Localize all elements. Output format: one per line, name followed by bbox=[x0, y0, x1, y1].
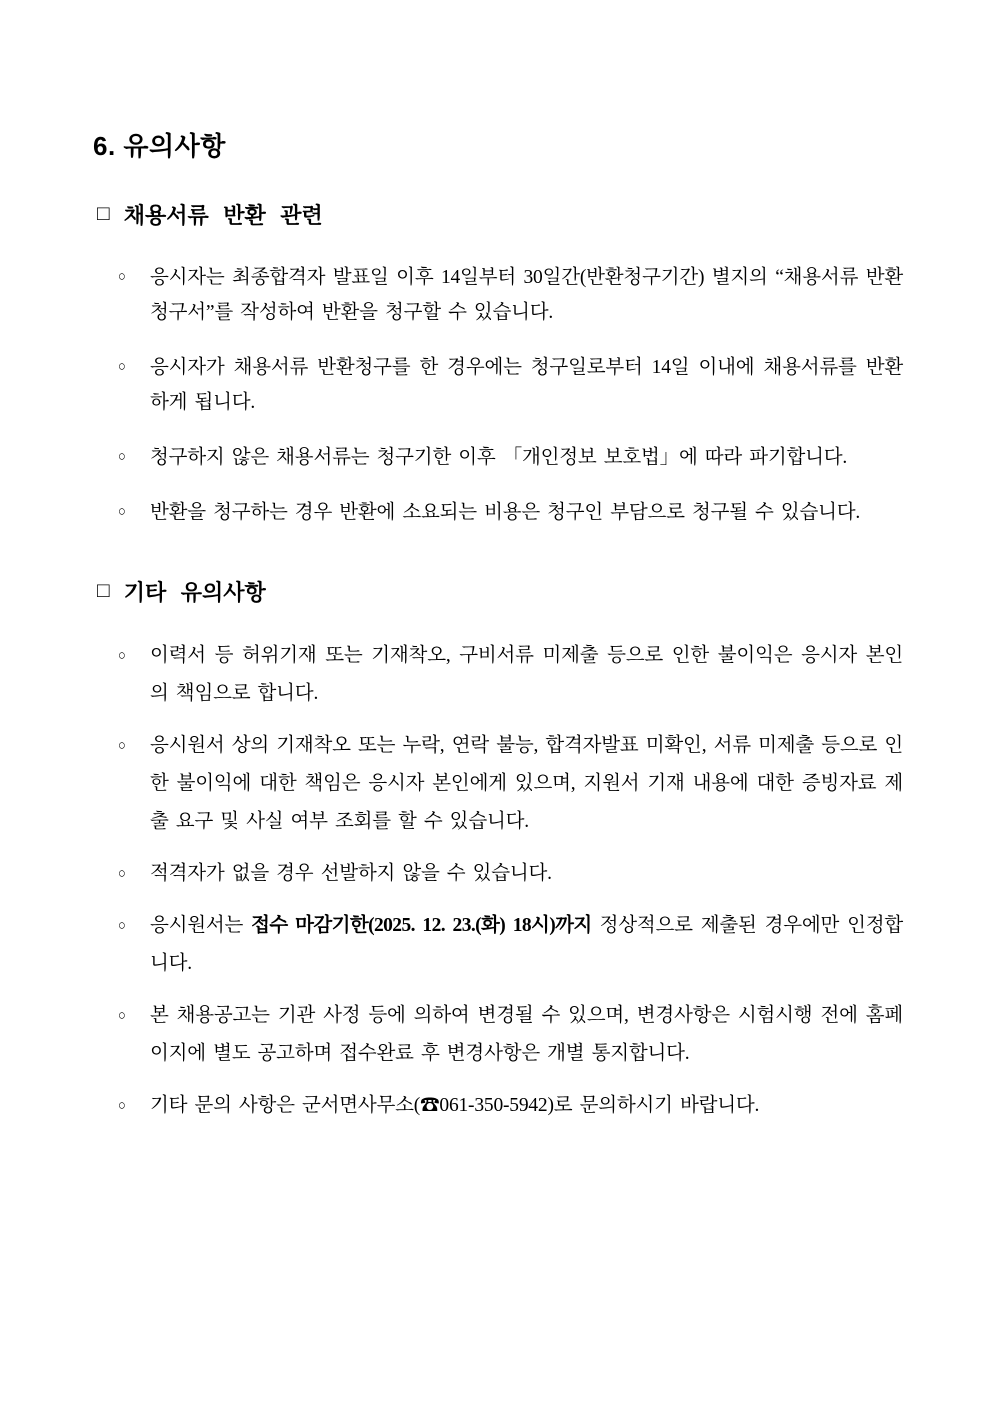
circle-bullet-icon: ○ bbox=[118, 918, 126, 934]
text-segment: 응시원서는 bbox=[150, 915, 252, 936]
section-heading-other-notes bbox=[97, 576, 903, 607]
circle-bullet-icon: ○ bbox=[118, 738, 126, 754]
list-item-text: 청구하지 않은 채용서류는 청구기한 이후 「개인정보 보호법」에 따라 파기합니다. bbox=[150, 447, 848, 468]
circle-bullet-icon: ○ bbox=[118, 449, 126, 465]
square-marker-icon: □ bbox=[97, 578, 110, 602]
section-heading-text: 채용서류 반환 관련 bbox=[123, 203, 323, 228]
list-item-text: 이력서 등 허위기재 또는 기재착오, 구비서류 미제출 등으로 인한 불이익은 응시자 본인의 책임으로 합니다. bbox=[150, 645, 903, 704]
list-item-text: 응시자는 최종합격자 발표일 이후 14일부터 30일간(반환청구기간) 별지의 “채용서류 반환청구서”를 작성하여 반환을 청구할 수 있습니다. bbox=[150, 267, 903, 323]
square-marker-icon: □ bbox=[97, 201, 110, 225]
circle-bullet-icon: ○ bbox=[118, 648, 126, 664]
list-item-text: 응시원서 상의 기재착오 또는 누락, 연락 불능, 합격자발표 미확인, 서류 미제출 등으로 인한 불이익에 대한 책임은 응시자 본인에게 있으며, 지원서 기재 내용에 대한 증빙자료 제출 요구 및 사실 여부 조회를 할 수 있습니다. bbox=[150, 735, 903, 832]
list-item bbox=[118, 855, 903, 893]
text-segment: 정상적으로 제출된 경우에만 인정합니다. bbox=[150, 915, 903, 974]
circle-bullet-icon: ○ bbox=[118, 269, 126, 285]
list-item bbox=[118, 350, 903, 420]
list-item bbox=[118, 1087, 903, 1125]
section-document-return bbox=[93, 199, 903, 530]
page-title: 6. 유의사항 bbox=[93, 131, 226, 161]
section-heading-text: 기타 유의사항 bbox=[123, 580, 266, 605]
circle-bullet-icon: ○ bbox=[118, 866, 126, 882]
circle-bullet-icon: ○ bbox=[118, 1008, 126, 1024]
list-item-text: 반환을 청구하는 경우 반환에 소요되는 비용은 청구인 부담으로 청구될 수 있습니다. bbox=[150, 502, 861, 523]
circle-bullet-icon: ○ bbox=[118, 504, 126, 520]
list-item bbox=[118, 907, 903, 983]
circle-bullet-icon: ○ bbox=[118, 1098, 126, 1114]
section-other-notes bbox=[93, 576, 903, 1125]
deadline-bold-text: 접수 마감기한(2025. 12. 23.(화) 18시)까지 bbox=[251, 915, 592, 936]
list-item-text: 기타 문의 사항은 군서면사무소(☎061-350-5942)로 문의하시기 바랍니다. bbox=[150, 1095, 760, 1116]
list-item bbox=[118, 637, 903, 713]
circle-bullet-icon: ○ bbox=[118, 359, 126, 375]
section-heading-document-return bbox=[97, 199, 903, 230]
list-item bbox=[118, 260, 903, 330]
list-item-text: 응시자가 채용서류 반환청구를 한 경우에는 청구일로부터 14일 이내에 채용서류를 반환하게 됩니다. bbox=[150, 357, 903, 413]
list-item bbox=[118, 727, 903, 841]
list-item bbox=[118, 997, 903, 1073]
list-item bbox=[118, 440, 903, 475]
list-item bbox=[118, 495, 903, 530]
list-item-text: 적격자가 없을 경우 선발하지 않을 수 있습니다. bbox=[150, 863, 552, 884]
list-item-text bbox=[150, 907, 903, 983]
list-item-text: 본 채용공고는 기관 사정 등에 의하여 변경될 수 있으며, 변경사항은 시험시행 전에 홈페이지에 별도 공고하며 접수완료 후 변경사항은 개별 통지합니다. bbox=[150, 1005, 903, 1064]
